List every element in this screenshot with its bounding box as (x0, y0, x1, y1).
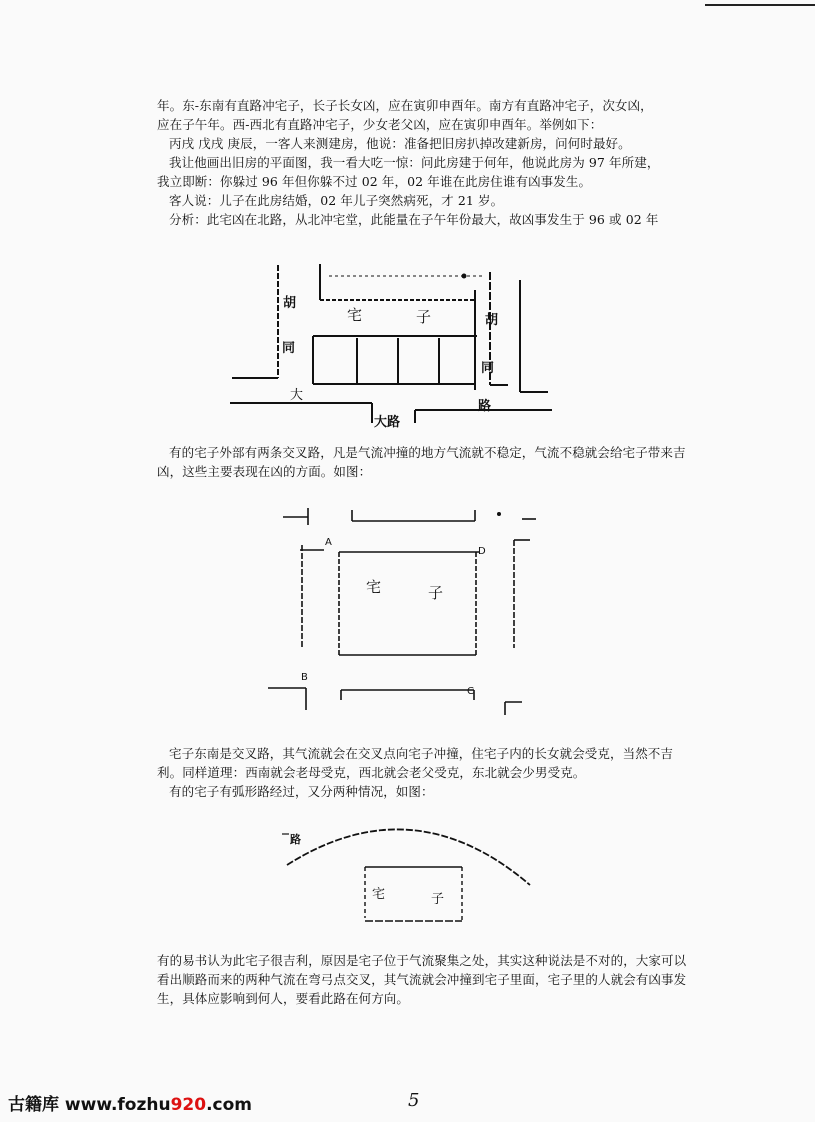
fig3-house-label-1: 宅 (372, 887, 386, 902)
fig1-alley-left-2: 同 (282, 341, 296, 356)
paragraph-conclusion: 有的易书认为此宅子很吉利，原因是宅子位于气流聚集之处，其实这种说法是不对的，大家可以看出顺路而来的两种气流在弯弓点交叉，其气流就会冲撞到宅子里面，宅子里的人就会有凶事发生，具体应影响到何人，要看此路在何方向。 (157, 953, 687, 1006)
fig3-road-label: 路 (290, 833, 301, 846)
top-rule (705, 4, 815, 6)
footer-watermark (8, 1090, 252, 1115)
fig1-road-right: 路 (478, 399, 492, 414)
fig1-alley-left-1: 胡 (283, 296, 297, 311)
footer-url-prefix: www.fozhu (64, 1095, 171, 1115)
fig2-corner-d: D (478, 546, 486, 557)
fig1-alley-right-2: 同 (481, 361, 495, 376)
paragraph-arc-road-intro: 有的宅子有弧形路经过，又分两种情况，如图： (169, 784, 434, 799)
paragraph-intersection: 宅子东南是交叉路，其气流就会在交叉点向宅子冲撞，住宅子内的长女就会受克，当然不吉利。同样道理：西南就会老母受克，西北就会老父受克，东北就会少男受克。 (157, 746, 674, 780)
footer-url-number: 920 (170, 1095, 207, 1115)
paragraph-2-line-2: 我立即断：你躲过 96 年但你躲不过 02 年，02 年谁在此房住谁有凶事发生。 (157, 174, 592, 189)
fig2-corner-b: B (301, 672, 308, 683)
fig2-house-label-1: 宅 (366, 578, 382, 596)
fig1-house-label-1: 宅 (347, 306, 363, 324)
footer-site-name: 古籍库 (8, 1095, 59, 1115)
page-number: 5 (408, 1090, 420, 1111)
fig3-house-label-2: 子 (431, 892, 445, 907)
fig2-corner-a: A (325, 537, 332, 548)
fig1-road-left: 大 (290, 388, 304, 403)
paragraph-1-line-2: 应在子午年。西-西北有直路冲宅子，少女老父凶，应在寅卯申酉年。举例如下： (157, 117, 603, 132)
paragraph-1-line-1: 年。东-东南有直路冲宅子，长子长女凶，应在寅卯申酉年。南方有直路冲宅子，次女凶， (157, 98, 653, 113)
fig1-alley-right-1: 胡 (485, 313, 499, 328)
fig2-house-label-2: 子 (428, 584, 444, 602)
fig1-road-mid: 大路 (374, 415, 401, 430)
paragraph-3: 客人说：儿子在此房结婚，02 年儿子突然病死，才 21 岁。 (169, 193, 504, 208)
paragraph-2-line-1: 我让他画出旧房的平面图，我一看大吃一惊：问此房建于何年，他说此房为 97 年所建， (169, 155, 660, 170)
footer-url-suffix: .com (206, 1095, 253, 1115)
analysis-line: 分析：此宅凶在北路，从北冲宅堂，此能量在子午年份最大，故凶事发生于 96 或 02 年 (169, 212, 659, 227)
example-line: 丙戌 戊戌 庚辰，一客人来测建房，他说：准备把旧房扒掉改建新房，问何时最好。 (169, 136, 631, 151)
fig2-corner-c: C (467, 686, 474, 697)
fig1-house-label-2: 子 (416, 308, 432, 326)
paragraph-crossroads: 有的宅子外部有两条交叉路，凡是气流冲撞的地方气流就不稳定，气流不稳就会给宅子带来吉凶，这些主要表现在凶的方面。如图： (157, 445, 686, 479)
